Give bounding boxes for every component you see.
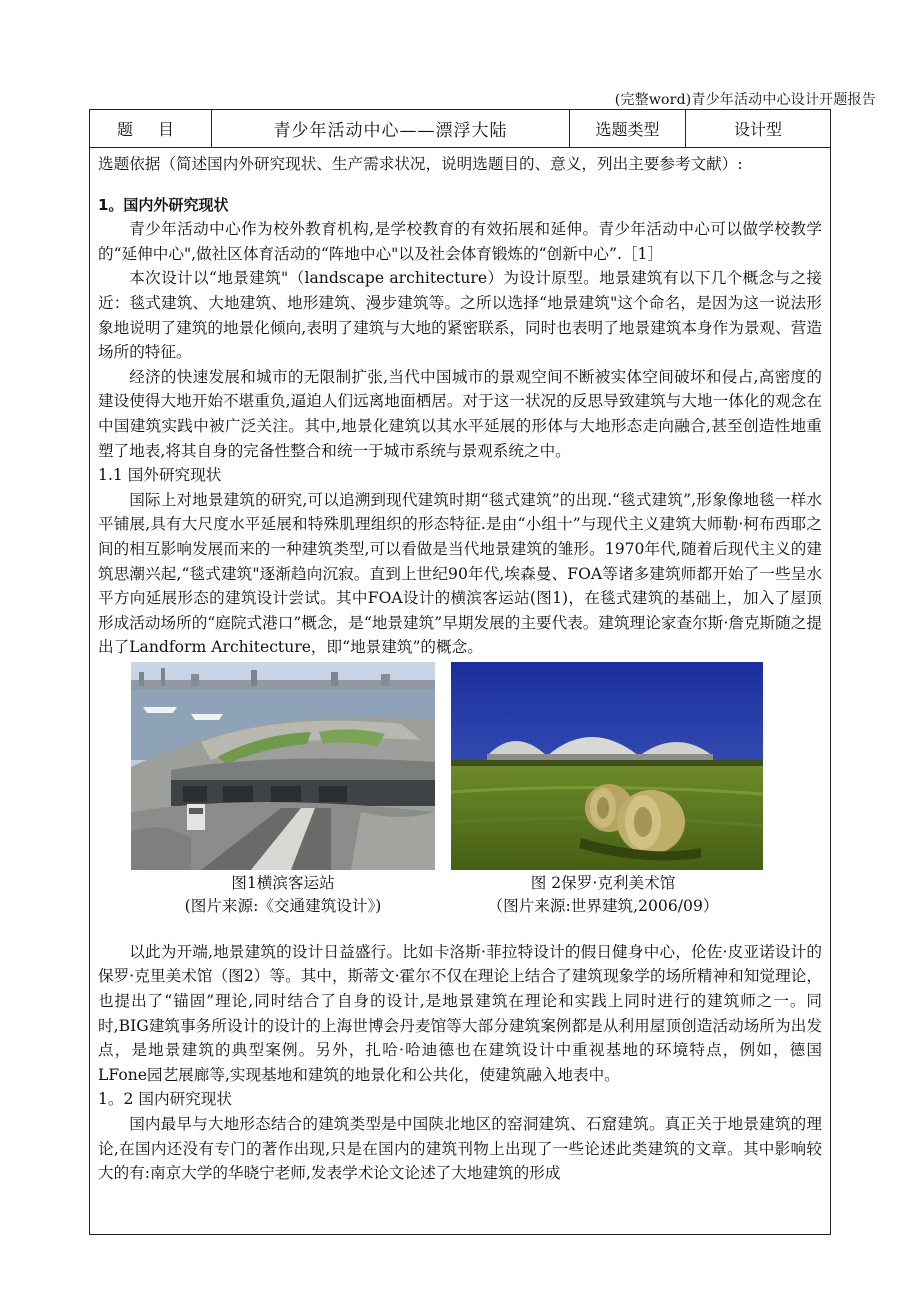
paragraph-5: 以此为开端,地景建筑的设计日益盛行。比如卡洛斯·菲拉特设计的假日健身中心，伦佐·皮亚诺设计的保罗·克里美术馆（图2）等。其中，斯蒂文·霍尔不仅在理论上结合了建筑现象学的场所精神和知觉理论，也提出了“锚固”理论,同时结合了自身的设计,是地景建筑在理论和实践上同时进行的建筑师之一。同时,BIG建筑事务所设计的设计的上海世博会丹麦馆等大部分建筑案例都是从利用屋顶创造活动场所为出发点，是地景建筑的典型案例。另外，扎哈·哈迪德也在建筑设计中重视基地的环境特点，例如，德国LFone园艺展廊等,实现基地和建筑的地景化和公共化，使建筑融入地表中。 [98,942,822,1084]
section-1-2-heading: 1。2 国内研究现状 [98,1090,232,1109]
topic-value: 青少年活动中心——漂浮大陆 [212,110,570,147]
paragraph-6: 国内最早与大地形态结合的建筑类型是中国陕北地区的窑洞建筑、石窟建筑。真正关于地景建筑的理论,在国内还没有专门的著作出现,只是在国内的建筑刊物上出现了一些论述此类建筑的文章。其中影响较大的有:南京大学的华晓宁老师,发表学术论文论述了大地建筑的形成 [98,1115,822,1183]
type-label: 选题类型 [570,110,686,147]
figure-row [98,660,755,918]
yokohama-terminal-photo [131,662,435,870]
paragraph-2: 本次设计以“地景建筑"（landscape architecture）为设计原型。地景建筑有以下几个概念与之接近：毯式建筑、大地建筑、地形建筑、漫步建筑等。之所以选择“地景建筑"这个命名，是因为这一说法形象地说明了建筑的地景化倾向,表明了建筑与大地的紧密联系，同时也表明了地景建筑本身作为景观、营造场所的特征。 [98,269,822,362]
section-1-1-heading: 1.1 国外研究现状 [98,466,222,485]
title-row [90,110,830,148]
figure-2-source: （图片来源:世界建筑,2006/09） [487,896,719,915]
figure-1 [131,662,435,918]
content-area [90,148,830,1186]
running-header: (完整word)青少年活动中心设计开题报告 [614,92,876,108]
section-1-heading: 1。国内外研究现状 [98,195,229,214]
paragraph-3: 经济的快速发展和城市的无限制扩张,当代中国城市的景观空间不断被实体空间破坏和侵占,高密度的建设使得大地开始不堪重负,逼迫人们远离地面栖居。对于这一状况的反思导致建筑与大地一体化的观念在中国建筑实践中被广泛关注。其中,地景化建筑以其水平延展的形体与大地形态走向融合,甚至创造性地重塑了地表,将其自身的完备性整合和统一于城市系统与景观系统之中。 [98,367,822,460]
figure-2 [451,662,755,918]
topic-label: 题 目 [90,110,212,147]
paragraph-1: 青少年活动中心作为校外教育机构,是学校教育的有效拓展和延伸。青少年活动中心可以做学校教学的“延伸中心",做社区体育活动的“阵地中心"以及社会体育锻炼的“创新中心”.［1］ [98,220,822,263]
figure-2-caption: 图 2保罗·克利美术馆 [530,873,676,892]
paragraph-4: 国际上对地景建筑的研究,可以追溯到现代建筑时期“毯式建筑”的出现.“毯式建筑”,形象像地毯一样水平铺展,具有大尺度水平延展和特殊肌理组织的形态特征.是由“小组十”与现代主义建筑大师勒·柯布西耶之间的相互影响发展而来的一种建筑类型,可以看做是当代地景建筑的雏形。1970年代,随着后现代主义的建筑思潮兴起,“毯式建筑"逐渐趋向沉寂。直到上世纪90年代,埃森曼、FOA等诸多建筑师都开始了一些呈水平方向延展形态的建筑设计尝试。其中FOA设计的横滨客运站(图1)，在毯式建筑的基础上，加入了屋顶形成活动场所的“庭院式港口”概念，是“地景建筑”早期发展的主要代表。建筑理论家查尔斯·詹克斯随之提出了Landform Architecture，即“地景建筑”的概念。 [98,490,822,657]
proposal-form [89,109,831,1235]
basis-prompt: 选题依据（简述国内外研究现状、生产需求状况，说明选题目的、意义，列出主要参考文献）: [98,155,743,173]
type-value: 设计型 [733,120,782,139]
figure-1-caption: 图1横滨客运站 [231,873,335,892]
figure-1-source: (图片来源:《交通建筑设计》) [184,896,382,915]
paul-klee-museum-photo [451,662,763,870]
